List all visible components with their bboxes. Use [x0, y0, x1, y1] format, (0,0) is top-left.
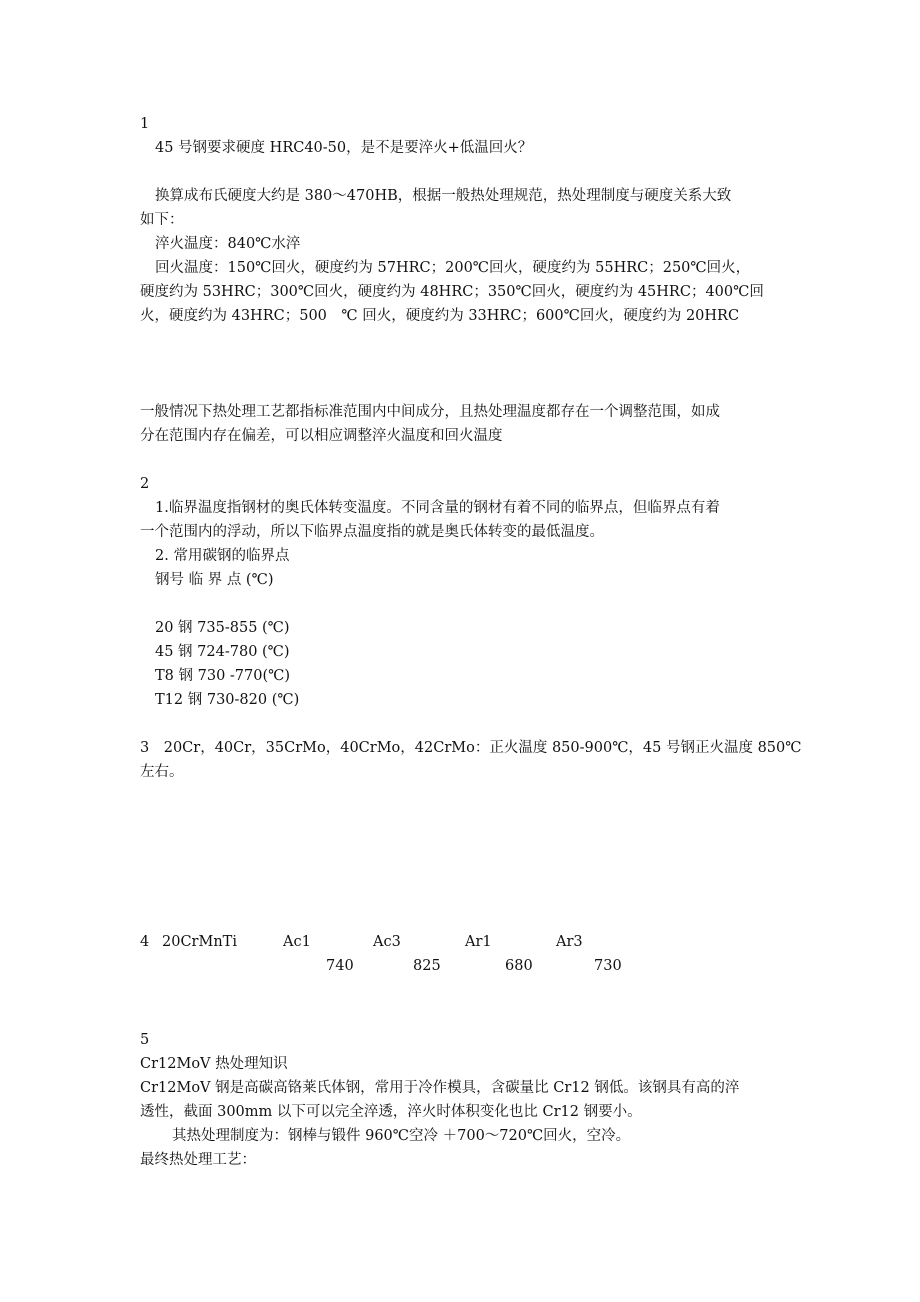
section-2-number: 2 [140, 476, 150, 492]
cr12mov-description-line-2: 透性，截面 300mm 以下可以完全淬透，淬火时体积变化也比 Cr12 钢要小。 [140, 1104, 642, 1120]
quench-temperature: 淬火温度：840℃水淬 [155, 236, 301, 252]
ac1-value: 740 [326, 958, 354, 974]
cr12mov-title: Cr12MoV 热处理知识 [140, 1056, 288, 1072]
final-heat-treatment-heading: 最终热处理工艺： [140, 1152, 256, 1168]
section-1-question: 45 号钢要求硬度 HRC40-50，是不是要淬火+低温回火？ [155, 140, 533, 156]
ar3-header: Ar3 [556, 934, 583, 950]
section-4-number: 4 [140, 934, 150, 950]
section-5-number: 5 [140, 1032, 150, 1048]
critical-points-row: 20 钢 735-855 (℃) [155, 620, 290, 636]
section-1-note-line-2: 分在范围内存在偏差，可以相应调整淬火温度和回火温度 [140, 428, 503, 444]
critical-points-row: 45 钢 724-780 (℃) [155, 644, 290, 660]
ar3-value: 730 [594, 958, 622, 974]
section-1-number: 1 [140, 116, 150, 132]
steel-grade-label: 20CrMnTi [162, 934, 237, 950]
section-1-answer-line-2: 如下： [140, 212, 184, 228]
ac3-header: Ac3 [373, 934, 401, 950]
ar1-header: Ar1 [465, 934, 492, 950]
section-3-line-2: 左右。 [140, 764, 184, 780]
cr12mov-heat-treatment-regime: 其热处理制度为：钢棒与锻件 960℃空冷 ＋700～720℃回火，空冷。 [172, 1128, 631, 1144]
ac1-header: Ac1 [283, 934, 311, 950]
critical-points-row: T12 钢 730-820 (℃) [155, 692, 300, 708]
critical-points-row: T8 钢 730 -770(℃) [155, 668, 291, 684]
critical-temp-definition-line-1: 1.临界温度指钢材的奥氏体转变温度。不同含量的钢材有着不同的临界点，但临界点有着 [155, 500, 720, 516]
temper-line-1: 回火温度：150℃回火，硬度约为 57HRC；200℃回火，硬度约为 55HRC；250℃回火， [155, 260, 751, 276]
temper-line-3: 火，硬度约为 43HRC；500 ℃ 回火，硬度约为 33HRC；600℃回火，硬度约为 20HRC [140, 308, 740, 324]
section-1-note-line-1: 一般情况下热处理工艺都指标准范围内中间成分，且热处理温度都存在一个调整范围，如成 [140, 404, 720, 420]
critical-points-table-header: 钢号 临 界 点 (℃) [155, 572, 274, 588]
ar1-value: 680 [505, 958, 533, 974]
cr12mov-description-line-1: Cr12MoV 钢是高碳高铬莱氏体钢，常用于冷作模具，含碳量比 Cr12 钢低。该钢具有高的淬 [140, 1080, 740, 1096]
section-3-line-1: 3 20Cr，40Cr，35CrMo，40CrMo，42CrMo：正火温度 850-900℃，45 号钢正火温度 850℃ [140, 740, 802, 756]
critical-temp-definition-line-2: 一个范围内的浮动，所以下临界点温度指的就是奥氏体转变的最低温度。 [140, 524, 604, 540]
section-1-answer-line-1: 换算成布氏硬度大约是 380～470HB，根据一般热处理规范，热处理制度与硬度关系大致 [155, 188, 732, 204]
temper-line-2: 硬度约为 53HRC；300℃回火，硬度约为 48HRC；350℃回火，硬度约为 45HRC；400℃回 [140, 284, 764, 300]
carbon-steel-critical-points-heading: 2. 常用碳钢的临界点 [155, 548, 290, 564]
ac3-value: 825 [413, 958, 441, 974]
